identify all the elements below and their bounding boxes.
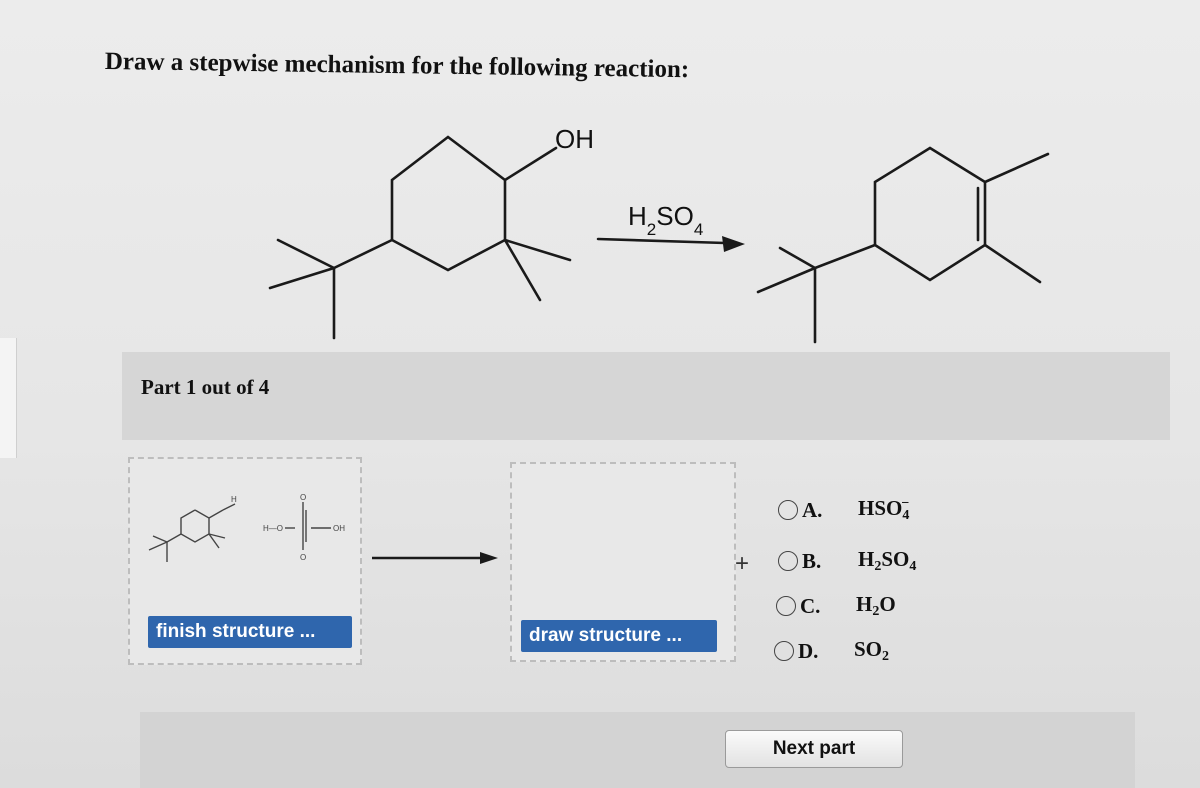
arrow-head-icon	[480, 552, 498, 564]
option-d[interactable]	[774, 637, 889, 665]
option-d-letter: D.	[798, 638, 819, 663]
option-b[interactable]	[778, 547, 916, 575]
option-a-letter: A.	[802, 497, 823, 522]
reaction-arrow	[598, 239, 725, 243]
radio-d[interactable]	[774, 641, 794, 661]
finish-structure-button[interactable]: finish structure ...	[148, 616, 352, 648]
plus-sign: +	[735, 550, 750, 577]
o-top-label: O	[300, 493, 307, 502]
option-d-formula: $SO_2$	[854, 637, 890, 664]
o-bottom-label: O	[300, 553, 307, 562]
product-molecule	[758, 148, 1048, 342]
reagent-label: $H_2SO_4$	[628, 201, 704, 239]
part-bar	[122, 352, 1170, 440]
option-c-letter: C.	[800, 593, 821, 618]
oh-small-label: OH	[333, 524, 345, 533]
arrow-head-icon	[722, 236, 745, 252]
question-title: Draw a stepwise mechanism for the following reaction:	[104, 48, 690, 84]
option-a[interactable]	[778, 496, 909, 524]
option-b-formula: $H_2SO_4$	[858, 547, 917, 574]
reactant-molecule	[270, 137, 570, 338]
h-label: H	[231, 495, 237, 504]
oh-label: OH	[555, 124, 594, 154]
option-c[interactable]	[776, 592, 896, 620]
next-part-button[interactable]: Next part	[725, 730, 903, 768]
left-edge-panel	[0, 338, 17, 458]
option-a-formula: $HSO_4^-$	[858, 496, 910, 523]
radio-c[interactable]	[776, 596, 796, 616]
draw-structure-button[interactable]: draw structure ...	[521, 620, 717, 652]
starting-structure-drawing	[135, 490, 355, 580]
radio-a[interactable]	[778, 500, 798, 520]
step-arrow	[370, 548, 500, 568]
part-label: Part 1 out of 4	[141, 375, 270, 399]
option-b-letter: B.	[802, 548, 822, 573]
h-o-label: H—O	[263, 524, 283, 533]
radio-b[interactable]	[778, 551, 798, 571]
footer-bar	[140, 712, 1135, 788]
option-c-formula: $H_2O$	[856, 592, 896, 619]
